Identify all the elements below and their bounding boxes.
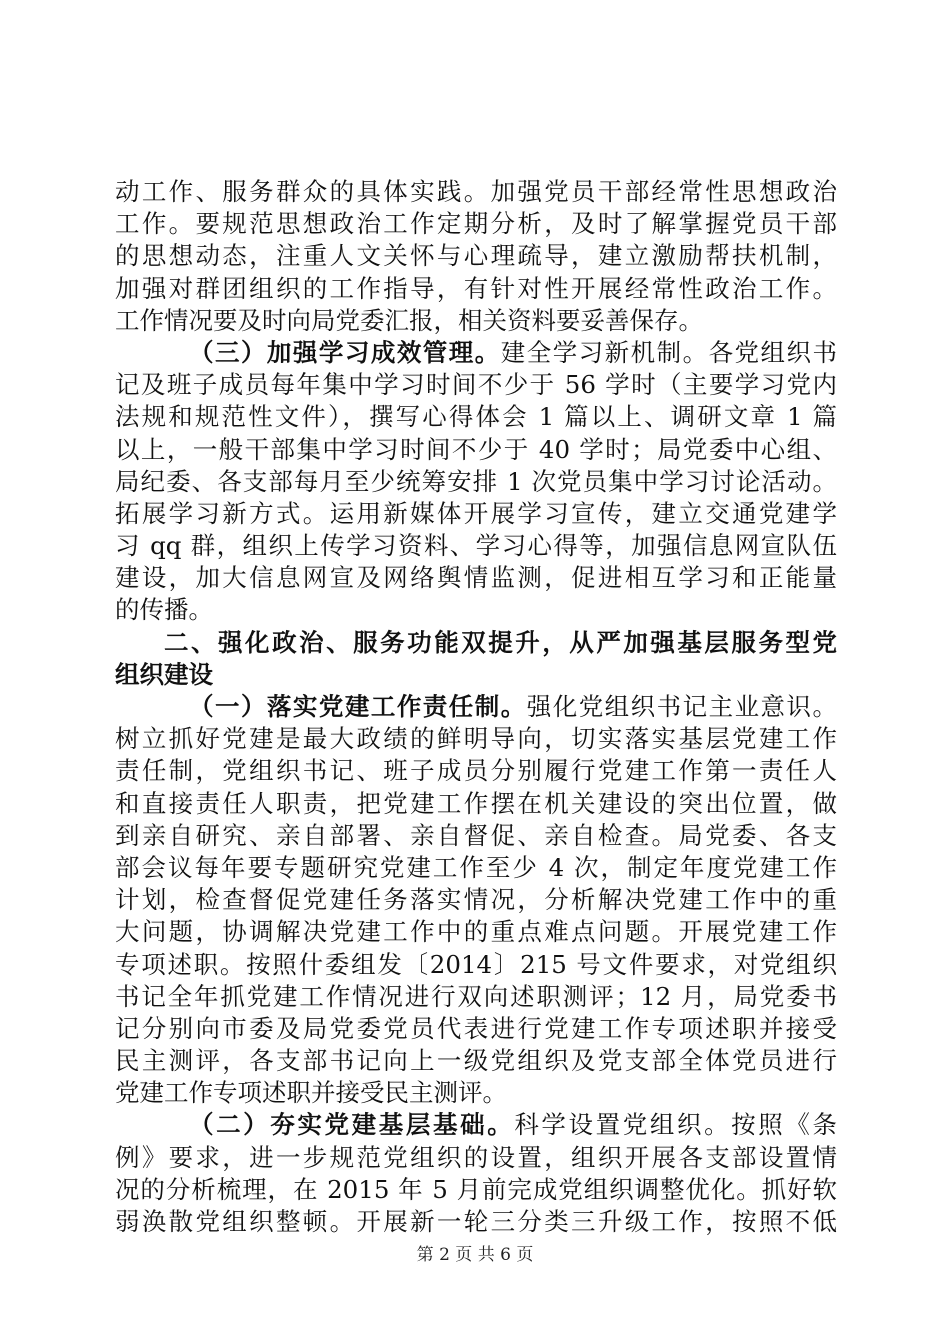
text-line xyxy=(115,466,837,498)
text-line xyxy=(115,949,837,981)
text-line xyxy=(115,627,837,659)
text-line xyxy=(115,852,837,884)
text-line xyxy=(115,691,837,723)
text-line xyxy=(115,916,837,948)
body-text: 建全学习新机制。各党组织书 xyxy=(500,337,837,367)
text-line xyxy=(115,755,837,787)
body-text: 部会议每年要专题研究党建工作至少 4 次，制定年度党建工作 xyxy=(115,852,837,882)
text-line xyxy=(115,401,837,433)
text-line xyxy=(115,498,837,530)
body-text: 况的分析梳理，在 2015 年 5 月前完成党组织调整优化。抓好软 xyxy=(115,1174,837,1204)
body-text: 的传播。 xyxy=(115,595,213,625)
section-heading: （三）加强学习成效管理。 xyxy=(189,337,501,367)
body-text: 的思想动态，注重人文关怀与心理疏导，建立激励帮扶机制， xyxy=(115,241,837,271)
text-line xyxy=(115,562,837,594)
body-text: 拓展学习新方式。运用新媒体开展学习宣传，建立交通党建学 xyxy=(115,498,837,528)
text-line xyxy=(115,1077,837,1109)
text-line xyxy=(115,305,837,337)
body-text: 记及班子成员每年集中学习时间不少于 56 学时（主要学习党内 xyxy=(115,370,837,400)
body-text: 树立抓好党建是最大政绩的鲜明导向，切实落实基层党建工作 xyxy=(115,724,837,754)
body-text: 党建工作专项述职并接受民主测评。 xyxy=(115,1078,507,1108)
text-line xyxy=(115,208,837,240)
text-line xyxy=(115,884,837,916)
text-line xyxy=(115,1045,837,1077)
text-line xyxy=(115,369,837,401)
body-text: 科学设置党组织。按照《条 xyxy=(514,1110,837,1140)
body-text: 书记全年抓党建工作情况进行双向述职测评；12 月，局党委书 xyxy=(115,981,837,1011)
text-line xyxy=(115,594,837,626)
body-text: 加强对群团组织的工作指导，有针对性开展经常性政治工作。 xyxy=(115,273,837,303)
text-line xyxy=(115,240,837,272)
body-text: 局纪委、各支部每月至少统筹安排 1 次党员集中学习讨论活动。 xyxy=(115,466,837,496)
text-line xyxy=(115,434,837,466)
body-text: 责任制，党组织书记、班子成员分别履行党建工作第一责任人 xyxy=(115,756,837,786)
body-text: 大问题，协调解决党建工作中的重点难点问题。开展党建工作 xyxy=(115,917,837,947)
body-text: 习 qq 群，组织上传学习资料、学习心得等，加强信息网宣队伍 xyxy=(115,531,837,561)
section-heading: 组织建设 xyxy=(115,659,213,689)
text-line xyxy=(115,659,837,691)
body-text: 工作情况要及时向局党委汇报，相关资料要妥善保存。 xyxy=(115,305,703,335)
section-heading: （二）夯实党建基层基础。 xyxy=(189,1110,515,1140)
body-text: 工作。要规范思想政治工作定期分析，及时了解掌握党员干部 xyxy=(115,209,837,239)
text-line xyxy=(115,176,837,208)
body-text: 以上，一般干部集中学习时间不少于 40 学时；局党委中心组、 xyxy=(115,434,837,464)
text-line xyxy=(115,530,837,562)
text-line xyxy=(115,820,837,852)
body-text: 弱涣散党组织整顿。开展新一轮三分类三升级工作，按照不低 xyxy=(115,1207,837,1236)
body-text: 和直接责任人职责，把党建工作摆在机关建设的突出位置，做 xyxy=(115,788,837,818)
document-body xyxy=(115,176,837,1238)
text-line xyxy=(115,1013,837,1045)
text-line xyxy=(115,723,837,755)
page-footer: 第 2 页 共 6 页 xyxy=(416,1245,534,1265)
text-line xyxy=(115,788,837,820)
body-text: 动工作、服务群众的具体实践。加强党员干部经常性思想政治 xyxy=(115,177,837,206)
section-heading: 二、强化政治、服务功能双提升，从严加强基层服务型党 xyxy=(164,627,837,657)
body-text: 计划，检查督促党建任务落实情况，分析解决党建工作中的重 xyxy=(115,885,837,915)
text-line xyxy=(115,337,837,369)
body-text: 建设，加大信息网宣及网络舆情监测，促进相互学习和正能量 xyxy=(115,563,837,593)
text-line xyxy=(115,1206,837,1238)
text-line xyxy=(115,981,837,1013)
body-text: 强化党组织书记主业意识。 xyxy=(526,692,837,721)
body-text: 民主测评，各支部书记向上一级党组织及党支部全体党员进行 xyxy=(115,1046,837,1076)
section-heading: （一）落实党建工作责任制。 xyxy=(189,692,527,721)
body-text: 专项述职。按照什委组发〔2014〕215 号文件要求，对党组织 xyxy=(115,949,837,979)
body-text: 到亲自研究、亲自部署、亲自督促、亲自检查。局党委、各支 xyxy=(115,820,837,850)
body-text: 法规和规范性文件），撰写心得体会 1 篇以上、调研文章 1 篇 xyxy=(115,402,837,432)
body-text: 记分别向市委及局党委党员代表进行党建工作专项述职并接受 xyxy=(115,1013,837,1043)
text-line xyxy=(115,273,837,305)
text-line xyxy=(115,1142,837,1174)
text-line xyxy=(115,1174,837,1206)
text-line xyxy=(115,1109,837,1141)
body-text: 例》要求，进一步规范党组织的设置，组织开展各支部设置情 xyxy=(115,1142,837,1172)
